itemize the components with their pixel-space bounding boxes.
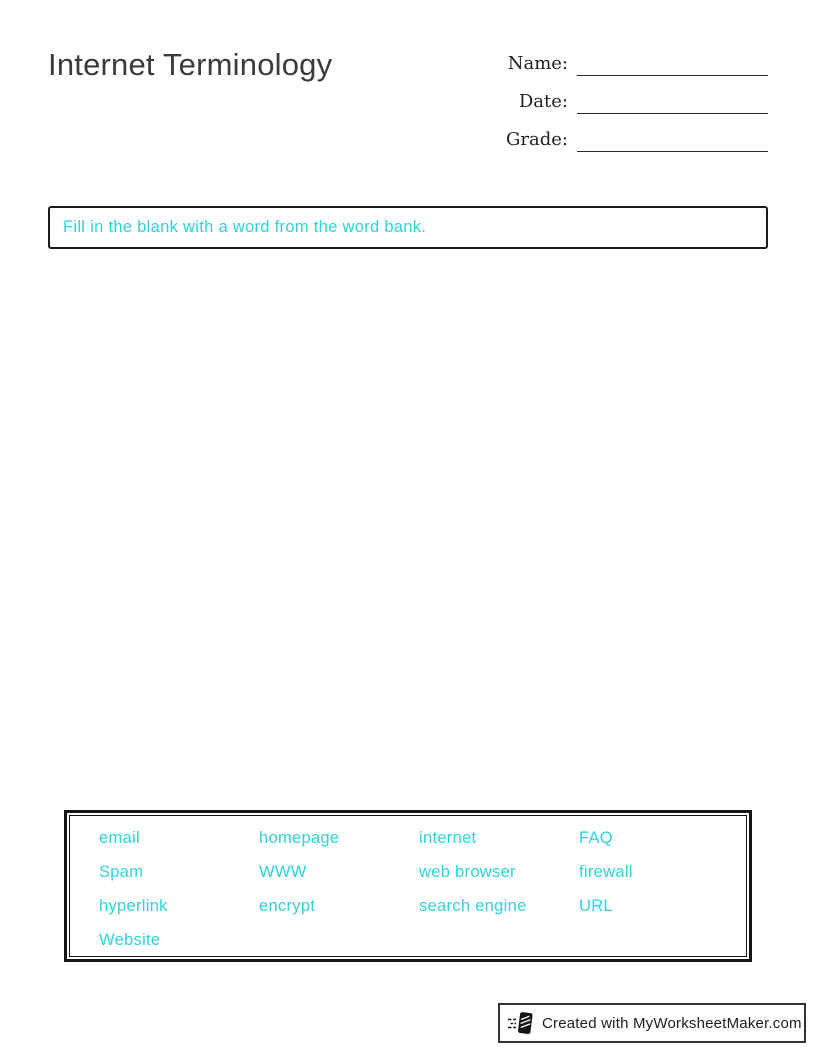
word-bank-item: URL <box>579 896 613 915</box>
word-bank-item: Website <box>99 930 161 949</box>
word-bank-item: web browser <box>419 862 516 881</box>
word-bank-item: internet <box>419 828 477 847</box>
word-bank-item: WWW <box>259 862 307 881</box>
name-label: Name: <box>507 53 568 75</box>
word-bank-grid <box>69 815 747 957</box>
credit-box <box>498 1003 806 1043</box>
word-bank-item: email <box>99 828 140 847</box>
date-label: Date: <box>518 91 568 113</box>
word-bank-item: Spam <box>99 862 144 881</box>
word-bank-item: homepage <box>259 828 340 847</box>
header-fields <box>448 48 768 162</box>
date-field-row <box>448 86 768 114</box>
word-bank <box>64 810 752 962</box>
grade-blank-line <box>577 123 768 152</box>
worksheet-title: Internet Terminology <box>48 47 333 82</box>
grade-label: Grade: <box>506 129 568 151</box>
credit-text: Created with MyWorksheetMaker.com <box>542 1014 802 1032</box>
word-bank-item: search engine <box>419 896 527 915</box>
grade-field-row <box>448 124 768 152</box>
word-bank-item: FAQ <box>579 828 613 847</box>
instruction-text: Fill in the blank with a word from the word bank. <box>63 218 427 236</box>
word-bank-item: encrypt <box>259 896 316 915</box>
word-bank-item: firewall <box>579 862 633 881</box>
date-blank-line <box>577 85 768 114</box>
flying-book-icon <box>507 1010 537 1037</box>
name-blank-line <box>577 47 768 76</box>
word-bank-item: hyperlink <box>99 896 168 915</box>
instruction-box <box>48 206 768 249</box>
name-field-row <box>448 48 768 76</box>
